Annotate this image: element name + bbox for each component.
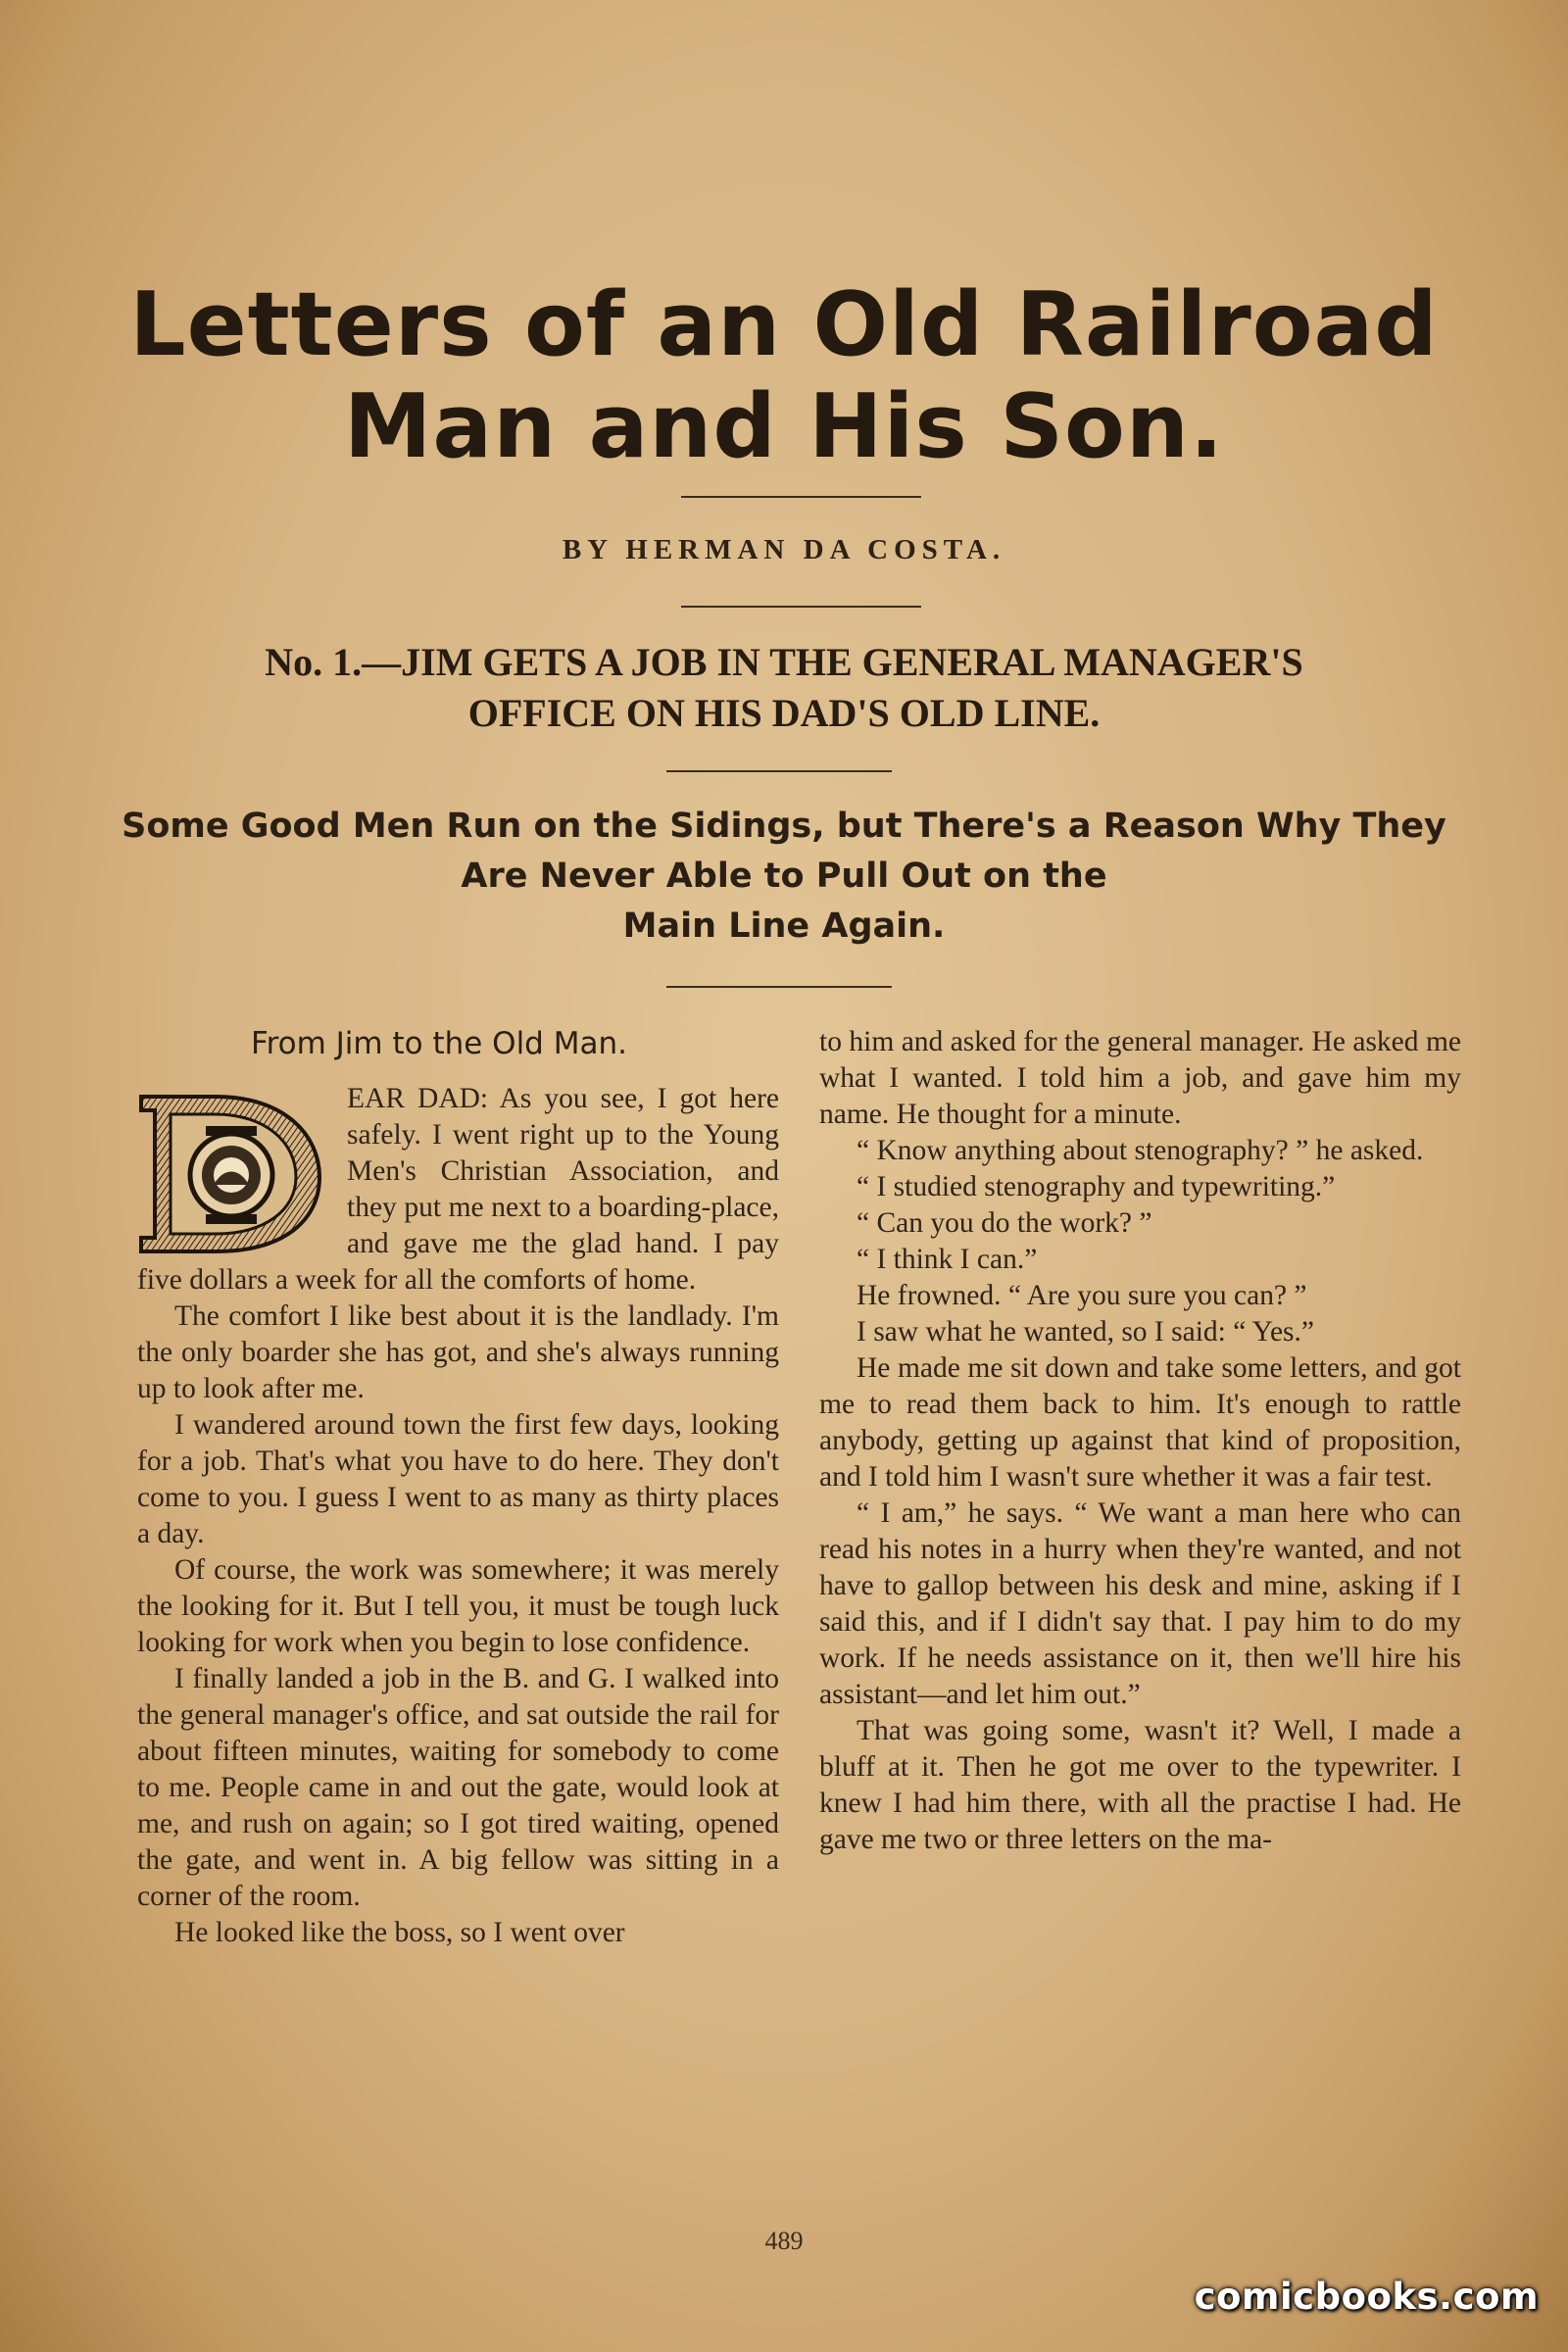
paragraph: The comfort I like best about it is the landlady. I'm the only boarder she has got, and she's always running up to look after me. <box>137 1300 779 1404</box>
paragraph: “ I studied stenography and typewriting.” <box>857 1171 1336 1202</box>
paragraph: EAR DAD: As you see, I got here safely. I went right up to the Young Men's Christian Association, and they put me next to a boarding-place, and gave me the glad hand. I pay five dollars a week for all the comforts of home. <box>137 1083 779 1296</box>
page-number: 489 <box>764 2227 804 2255</box>
deck-line-3: Main Line Again. <box>622 906 946 946</box>
section-heading: From Jim to the Old Man. <box>251 1026 627 1061</box>
paragraph: That was going some, wasn't it? Well, I made a bluff at it. Then he got me over to the typewriter. I knew I had him there, with all the practise I had. He gave me two or three letters on the ma- <box>819 1715 1461 1855</box>
byline: BY HERMAN DA COSTA. <box>562 534 1006 565</box>
paragraph: He looked like the boss, so I went over <box>174 1917 625 1948</box>
deck-line-2: Are Never Able to Pull Out on the <box>461 857 1107 896</box>
paragraph: I wandered around town the first few days, looking for a job. That's what you have to do here. They don't come to you. I guess I went to as many as thirty places a day. <box>137 1409 779 1549</box>
title-line-1: Letters of an Old Railroad <box>129 273 1439 376</box>
paragraph: to him and asked for the general manager. He asked me what I wanted. I told him a job, and gave him my name. He thought for a minute. <box>819 1026 1461 1130</box>
subhead-line-1: No. 1.—JIM GETS A JOB IN THE GENERAL MANAGER'S <box>265 640 1303 684</box>
dropcap-illustration <box>137 1091 323 1257</box>
deck-line-1: Some Good Men Run on the Sidings, but There's a Reason Why They <box>122 807 1446 846</box>
divider-rule <box>666 986 892 988</box>
subhead-line-2: OFFICE ON HIS DAD'S OLD LINE. <box>467 691 1101 735</box>
left-column <box>137 1024 779 1951</box>
paragraph: I finally landed a job in the B. and G. I walked into the general manager's office, and sat outside the rail for about fifteen minutes, waiting for somebody to come to me. People came in and out the gate, would look at me, and rush on again; so I got tired waiting, opened the gate, and went in. A big fellow was sitting in a corner of the room. <box>137 1663 779 1912</box>
paragraph: He frowned. “ Are you sure you can? ” <box>857 1280 1307 1311</box>
paragraph: “ I am,” he says. “ We want a man here who can read his notes in a hurry when they're wanted, and not have to gallop between his desk and mine, asking if I said this, and if I didn't say that. I pay him to do my work. If he needs assistance on it, then we'll hire his assistant—and let him out.” <box>819 1497 1461 1710</box>
locomotive-dropcap-icon <box>137 1091 323 1257</box>
divider-rule <box>666 770 892 772</box>
divider-rule <box>681 496 921 498</box>
paragraph: He made me sit down and take some letters, and got me to read them back to him. It's enough to rattle anybody, getting up against that kind of proposition, and I told him I wasn't sure whether it was a fair test. <box>819 1352 1461 1493</box>
right-column <box>819 1024 1461 1858</box>
paragraph: “ Know anything about stenography? ” he asked. <box>857 1135 1424 1166</box>
paragraph: “ I think I can.” <box>857 1244 1038 1275</box>
paragraph: I saw what he wanted, so I said: “ Yes.” <box>857 1316 1314 1348</box>
title-line-2: Man and His Son. <box>343 375 1225 478</box>
chapter-subhead <box>147 637 1421 739</box>
watermark: comicbooks.com <box>1194 2276 1539 2318</box>
paragraph: Of course, the work was somewhere; it was merely the looking for it. But I tell you, it must be tough luck looking for work when you begin to lose confidence. <box>137 1554 779 1658</box>
article-title <box>118 274 1450 478</box>
paragraph: “ Can you do the work? ” <box>857 1207 1152 1239</box>
article-deck <box>118 802 1450 952</box>
divider-rule <box>681 606 921 608</box>
